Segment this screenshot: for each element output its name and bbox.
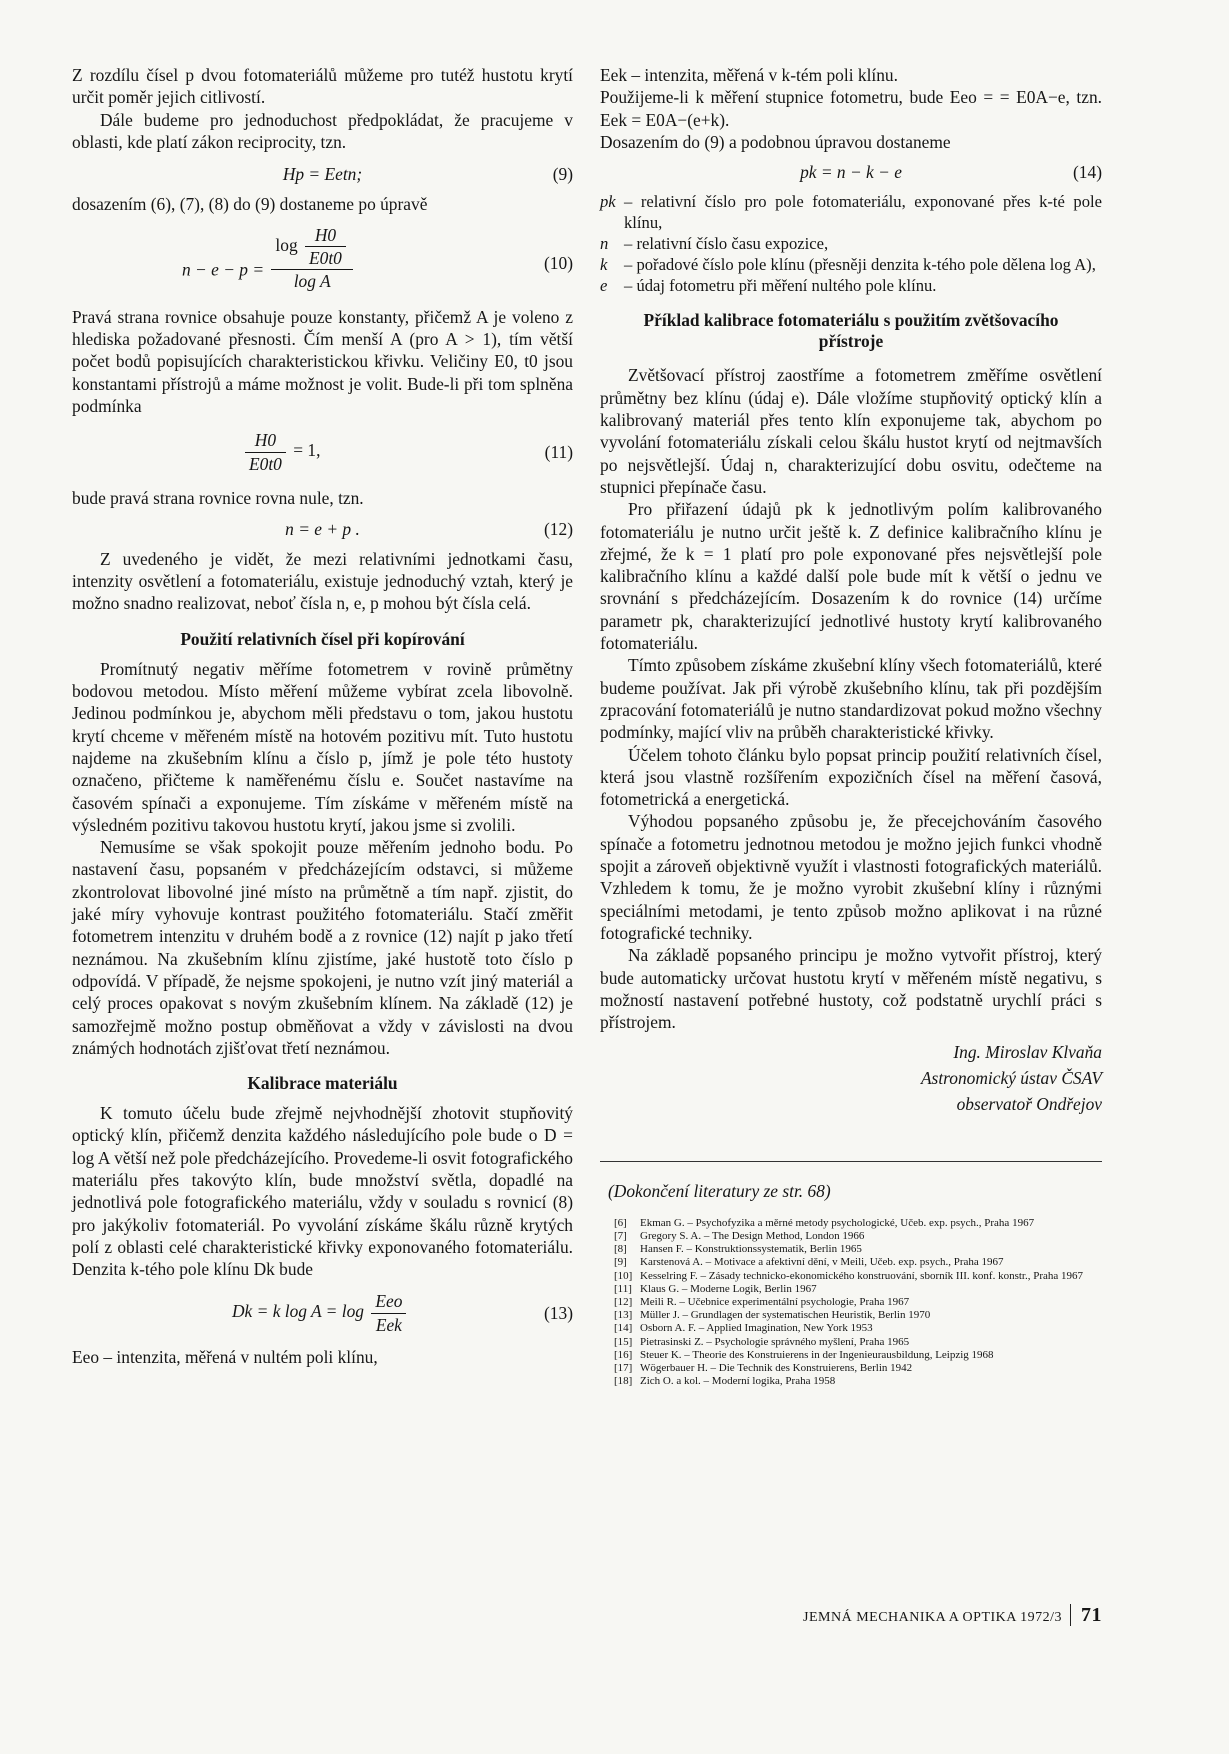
equation-lhs: Dk = k log A = log — [232, 1301, 364, 1322]
paragraph: Na základě popsaného principu je možno vytvořit přístroj, který bude automaticky určovat hustotu krytí v měřeném místě negativu, s možností nastavení potřebné hustoty, což podstatně urychlí práci s přístrojem. — [600, 945, 1102, 1033]
reference-text: Wögerbauer H. – Die Technik des Konstruierens, Berlin 1942 — [640, 1361, 913, 1374]
reference-number: [16] — [614, 1348, 633, 1361]
reference-text: Gregory S. A. – The Design Method, London 1966 — [640, 1229, 865, 1242]
references-heading: (Dokončení literatury ze str. 68) — [608, 1181, 831, 1202]
equation-number: (9) — [552, 164, 573, 185]
inner-denominator: E0t0 — [309, 248, 342, 269]
paragraph: Výhodou popsaného způsobu je, že přecejchováním časového spínače a fotometru jednotnou metodou je možno jejich funkci vhodně spojit a zároveň objektivně využít i vlastnosti fotografických materiálů. Vzhledem k tomu, že je možno vyrobit zkušební klíny i různými speciálními metodami, je tento způsob možno aplikovat i na různé fotografické techniky. — [600, 811, 1102, 943]
reference-text: Karstenová A. – Motivace a afektivní dění, v Meili, Učeb. exp. psych., Praha 1967 — [640, 1256, 1004, 1269]
journal-title: JEMNÁ MECHANIKA A OPTIKA 1972/3 — [803, 1610, 1062, 1625]
paragraph: Tímto způsobem získáme zkušební klíny všech fotomateriálů, které budeme používat. Jak při výrobě zkušebního klínu, tak při pozdějším zpracování fotomateriálů je nutno standardizovat pokud možno všechny podmínky, mající vliv na průběh charakteristické křivky. — [600, 655, 1102, 743]
equation-lhs: n − e − p = — [182, 259, 265, 280]
log-text: log — [275, 234, 298, 255]
definition-symbol: k — [600, 255, 608, 275]
reference-text: Osborn A. F. – Applied Imagination, New York 1953 — [640, 1322, 873, 1335]
fraction-numerator: H0 — [245, 429, 286, 452]
definition-symbol: n — [600, 234, 609, 254]
equation-number: (10) — [544, 252, 573, 273]
paragraph: Pro přiřazení údajů pk k jednotlivým polím kalibrovaného fotomateriálu je nutno určit ještě k. Z definice kalibračního klínu je zřejmé, že k = 1 platí pro pole exponované přes nejsvětlejší pole kalibračního klínu a každé další pole bude mít k větší o jednu ve srovnání s předcházejícím. Dosazením k do rovnice (14) určíme parametr pk, charakterizující jednotlivé hustoty krytí kalibrovaného fotomateriálu. — [600, 499, 1102, 654]
equation-13 — [72, 1288, 573, 1342]
paragraph: Zvětšovací přístroj zaostříme a fotometrem změříme osvětlení průmětny bez klínu (údaj e). Dále vložíme stupňovitý optický klín a kalibrovaný materiál přes tento klín exponujeme tak, abychom po vyvolání fotomateriálu získali celou škálu hustot krytí od nejtmavších po nejsvětlejší. Údaj n, charakterizující dobu osvitu, odečteme na stupnici přepínače času. — [600, 365, 1102, 497]
reference-list — [600, 1217, 1102, 1389]
section-heading: Kalibrace materiálu — [247, 1073, 398, 1094]
definition-symbol: e — [600, 276, 608, 296]
reference-item — [614, 1230, 1102, 1243]
paragraph: Eeo – intenzita, měřená v nultém poli klínu, — [72, 1347, 378, 1368]
fraction-numerator — [271, 224, 352, 271]
definition-text: – údaj fotometru při měření nultého pole klínu. — [624, 276, 937, 296]
equation-fraction — [271, 224, 352, 293]
definition-text: – relativní číslo času expozice, — [624, 234, 829, 254]
equation-number: (11) — [544, 442, 573, 463]
definition-text: – relativní číslo pro pole fotomateriálu, exponované přes k-té pole klínu, — [624, 192, 1102, 233]
paragraph: K tomuto účelu bude zřejmě nejvhodnější zhotovit stupňovitý optický klín, přičemž denzita každého následujícího pole bude o D = log A větší než pole předcházejícího. Provedeme-li osvit fotografického materiálu přes takovýto klín, bude množství světla, dopadlé na jednotlivá pole fotografického materiálu, vždy v souladu s rovnicí (8) pro jakýkoliv fotomateriál. Po vyvolání získáme škálu různě krytých polí z oblasti celé charakteristické křivky exponovaného fotomateriálu. Denzita k-tého pole klínu Dk bude — [72, 1103, 573, 1280]
definition-item — [600, 191, 1102, 233]
reference-item — [614, 1336, 1102, 1349]
reference-item — [614, 1375, 1102, 1388]
inner-numerator: H0 — [305, 224, 346, 247]
section-heading: Příklad kalibrace fotomateriálu s použitím zvětšovacího přístroje — [643, 310, 1059, 352]
reference-item — [614, 1309, 1102, 1322]
fraction-denominator: Eek — [375, 1314, 402, 1335]
reference-item — [614, 1296, 1102, 1309]
reference-text: Klaus G. – Moderne Logik, Berlin 1967 — [640, 1282, 817, 1295]
reference-number: [14] — [614, 1322, 633, 1335]
reference-item — [614, 1283, 1102, 1296]
page-number: 71 — [1070, 1604, 1102, 1626]
equation-rhs: = 1, — [293, 440, 321, 461]
reference-item — [614, 1270, 1102, 1283]
definition-item — [600, 233, 1102, 254]
author-location: observatoř Ondřejov — [956, 1094, 1102, 1115]
inner-fraction — [305, 224, 346, 270]
equation-fraction — [245, 429, 286, 475]
definition-item — [600, 275, 1102, 296]
reference-text: Pietrasinski Z. – Psychologie správného myšlení, Praha 1965 — [640, 1335, 910, 1348]
fraction-numerator: Eeo — [371, 1290, 406, 1313]
paragraph: Dosazením do (9) a podobnou úpravou dostaneme — [600, 131, 951, 152]
reference-number: [15] — [614, 1335, 633, 1348]
equation-number: (13) — [544, 1303, 573, 1324]
equation-body: n = e + p . — [285, 518, 360, 539]
reference-number: [9] — [614, 1256, 627, 1269]
page-footer — [600, 1604, 1102, 1627]
equation-10 — [72, 226, 573, 302]
reference-number: [17] — [614, 1361, 633, 1374]
divider — [600, 1161, 1102, 1162]
fraction-denominator: log A — [293, 271, 331, 292]
reference-number: [11] — [614, 1282, 632, 1295]
paragraph: Z uvedeného je vidět, že mezi relativními jednotkami času, intenzity osvětlení a fotomateriálu, existuje jednoduchý vztah, který je možno snadno realizovat, neboť čísla n, e, p mohou být čísla celá. — [72, 548, 573, 614]
reference-text: Meili R. – Učebnice experimentální psychologie, Praha 1967 — [640, 1295, 910, 1308]
reference-number: [8] — [614, 1243, 627, 1256]
reference-item — [614, 1256, 1102, 1269]
paragraph: bude pravá strana rovnice rovna nule, tzn. — [72, 488, 364, 509]
definition-item — [600, 254, 1102, 275]
paragraph: Pravá strana rovnice obsahuje pouze konstanty, přičemž A je voleno z hlediska požadované přesnosti. Čím menší A (pro A > 1), tím větší počet bodů popisujících charakteristickou křivku. Veličiny E0, t0 jsou konstantami přístrojů a máme možnost je volit. Bude-li při tom splněna podmínka — [72, 306, 573, 416]
section-heading: Použití relativních čísel při kopírování — [180, 628, 465, 649]
definition-list — [600, 191, 1102, 296]
author-affiliation: Astronomický ústav ČSAV — [920, 1068, 1102, 1089]
author-name: Ing. Miroslav Klvaňa — [953, 1042, 1102, 1063]
reference-text: Kesselring F. – Zásady technicko-ekonomického konstruování, sborník III. konf. konstr., Praha 1967 — [640, 1269, 1084, 1282]
paragraph: dosazením (6), (7), (8) do (9) dostaneme po úpravě — [72, 194, 428, 215]
reference-number: [7] — [614, 1229, 627, 1242]
reference-item — [614, 1322, 1102, 1335]
equation-body: Hp = Eetn; — [282, 164, 363, 185]
paragraph: Použijeme-li k měření stupnice fotometru, bude Eeo = = E0A−e, tzn. Eek = E0A−(e+k). — [600, 87, 1102, 130]
paragraph: Nemusíme se však spokojit pouze měřením jednoho bodu. Po nastavení času, popsaném v předcházejícím odstavci, si můžeme zkontrolovat libovolné jiné místo na průmětně a tím např. zjistit, do jaké míry vyhovuje kontrast použitého fotomateriálu. Stačí změřit fotometrem intenzitu v druhém bodě a z rovnice (12) najít p jako třetí neznámou. Na zkušebním klínu zjistíme, jaké hustotě toto číslo p odpovídá. V případě, že nejsme spokojeni, je nutno vzít jiný materiál a celý proces opakovat s novým zkušebním klínem. Na základě (12) je samozřejmě možno postup obměňovat a vždy v závislosti na dvou známých hodnotách zjišťovat třetí neznámou. — [72, 837, 573, 1058]
equation-11 — [72, 425, 573, 485]
reference-item — [614, 1217, 1102, 1230]
equation-9 — [72, 163, 573, 185]
reference-item — [614, 1349, 1102, 1362]
fraction-denominator: E0t0 — [249, 453, 282, 474]
reference-number: [13] — [614, 1309, 633, 1322]
equation-body: pk = n − k − e — [800, 162, 902, 183]
reference-text: Steuer K. – Theorie des Konstruierens in der Ingenieurausbildung, Leipzig 1968 — [640, 1348, 994, 1361]
reference-number: [6] — [614, 1216, 627, 1229]
paragraph: Promítnutý negativ měříme fotometrem v rovině průmětny bodovou metodou. Místo měření můžeme vybírat zcela libovolně. Jedinou podmínkou je, abychom měli představu o tom, jakou hustotu krytí chceme v měřeném místě na hotovém pozitivu mít. Tuto hustotu najdeme na zkušebním klínu a číslo p, jímž je pole této hustoty označeno, přičteme k naměřenému číslu e. Součet nastavíme na časovém spínači a exponujeme. Tím získáme v měřeném místě na výsledném pozitivu takovou hustotu krytí, jakou jsme si zvolili. — [72, 658, 573, 835]
reference-text: Zich O. a kol. – Moderní logika, Praha 1958 — [640, 1375, 836, 1388]
equation-12 — [72, 518, 573, 540]
right-column — [600, 64, 1102, 1388]
reference-number: [18] — [614, 1375, 633, 1388]
paragraph: Dále budeme pro jednoduchost předpokládat, že pracujeme v oblasti, kde platí zákon reciprocity, tzn. — [72, 109, 573, 152]
reference-text: Müller J. – Grundlagen der systematischen Heuristik, Berlin 1970 — [640, 1309, 931, 1322]
equation-fraction — [371, 1290, 406, 1336]
reference-number: [10] — [614, 1269, 633, 1282]
equation-14 — [600, 161, 1102, 183]
reference-text: Ekman G. – Psychofyzika a měrné metody psychologické, Učeb. exp. psych., Praha 1967 — [640, 1216, 1035, 1229]
definition-text: – pořadové číslo pole klínu (přesněji denzita k-tého pole dělena log A), — [624, 255, 1096, 275]
definition-symbol: pk — [600, 192, 616, 212]
author-signature — [600, 1039, 1102, 1117]
equation-number: (14) — [1073, 162, 1102, 183]
left-column — [72, 64, 573, 1369]
paragraph: Účelem tohoto článku bylo popsat princip použití relativních čísel, která jsou vlastně rozšířením expozičních čísel na měření časová, fotometrická a energetická. — [600, 744, 1102, 810]
reference-item — [614, 1243, 1102, 1256]
paragraph: Eek – intenzita, měřená v k-tém poli klínu. — [600, 65, 898, 85]
reference-item — [614, 1362, 1102, 1375]
reference-text: Hansen F. – Konstruktionssystematik, Berlin 1965 — [640, 1243, 862, 1256]
paragraph: Z rozdílu čísel p dvou fotomateriálů můžeme pro tutéž hustotu krytí určit poměr jejich citlivostí. — [72, 65, 573, 108]
reference-number: [12] — [614, 1295, 633, 1308]
equation-number: (12) — [544, 518, 573, 539]
